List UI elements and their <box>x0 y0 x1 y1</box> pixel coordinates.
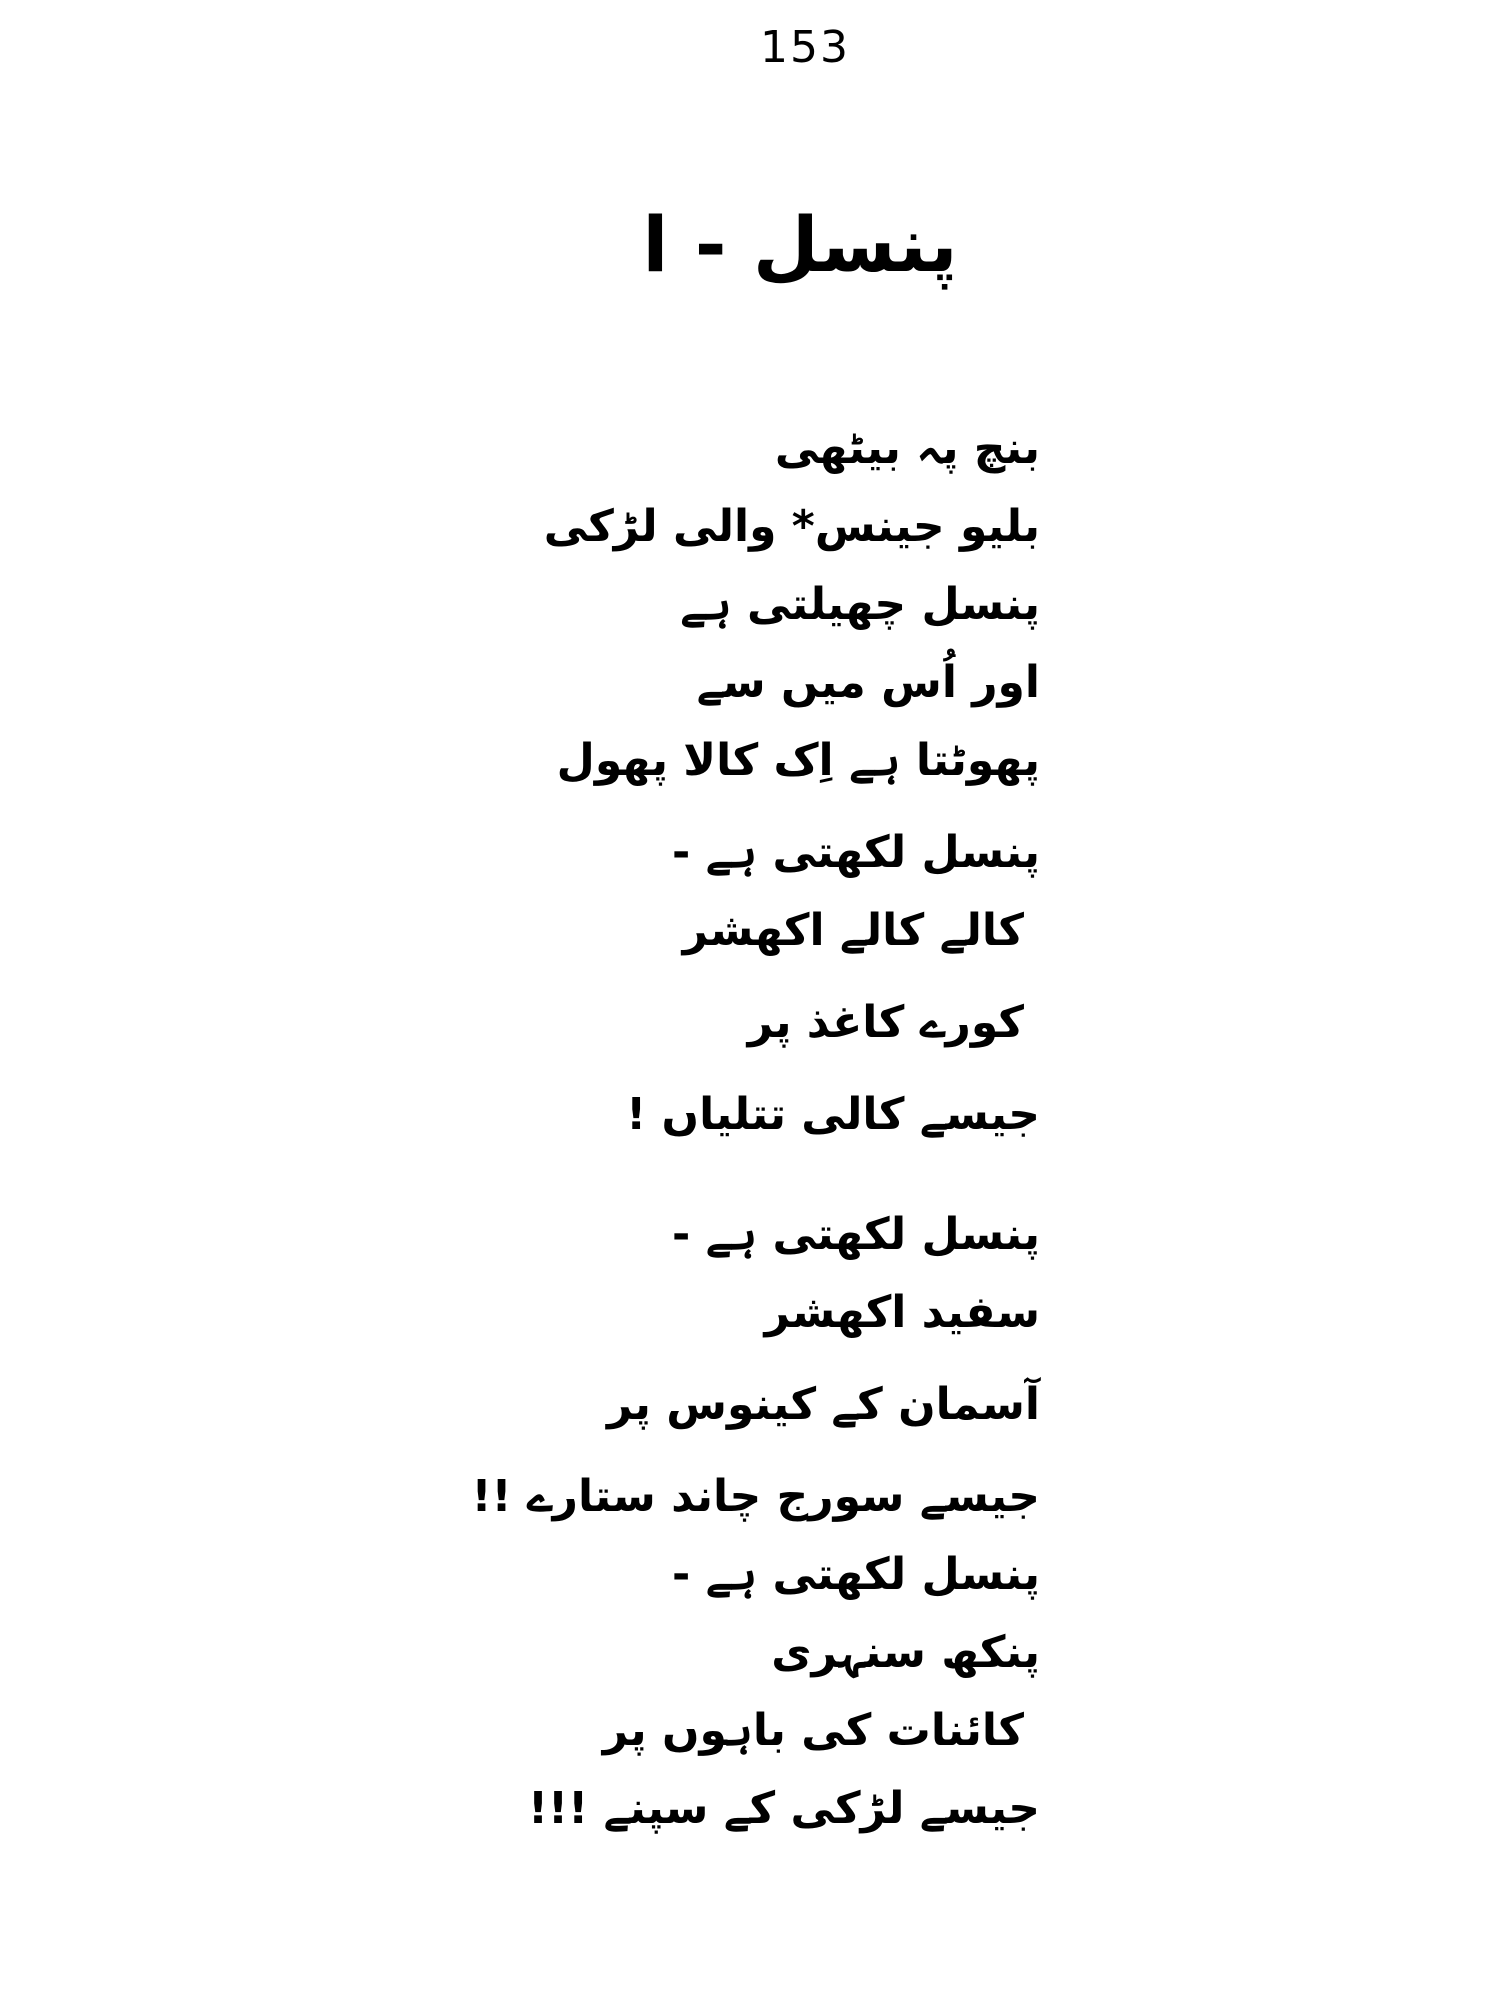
poem-line: جیسے سورج چاند ستارے !! <box>471 1471 1040 1522</box>
poem-line: کورے کاغذ پر <box>747 997 1024 1048</box>
poem-title: پنسل - ا <box>642 200 958 289</box>
poem-line: پنسل لکھتی ہے - <box>672 827 1040 878</box>
poem-line: کالے کالے اکھشر <box>682 905 1024 956</box>
poem-line: پنسل چھیلتی ہے <box>680 579 1040 630</box>
poem-line: پنکھ سنہری <box>771 1627 1040 1678</box>
poem-line: جیسے لڑکی کے سپنے !!! <box>527 1783 1040 1834</box>
poem-line: کائنات کی باہوں پر <box>602 1705 1024 1756</box>
poem-line: اور اُس میں سے <box>696 657 1040 708</box>
poem-line: بلیو جینس* والی لڑکی <box>543 501 1040 552</box>
poem-line: پھوٹتا ہے اِک کالا پھول <box>556 735 1040 786</box>
poem-line: آسمان کے کینوس پر <box>607 1379 1040 1430</box>
page-number: 153 <box>760 22 850 73</box>
poem-line: بنچ پہ بیٹھی <box>774 423 1040 474</box>
poem-line: پنسل لکھتی ہے - <box>672 1549 1040 1600</box>
poem-line: پنسل لکھتی ہے - <box>672 1209 1040 1260</box>
poem-line: جیسے کالی تتلیاں ! <box>626 1089 1040 1140</box>
poem-body <box>471 410 1040 1848</box>
poem-line: سفید اکھشر <box>764 1287 1040 1338</box>
